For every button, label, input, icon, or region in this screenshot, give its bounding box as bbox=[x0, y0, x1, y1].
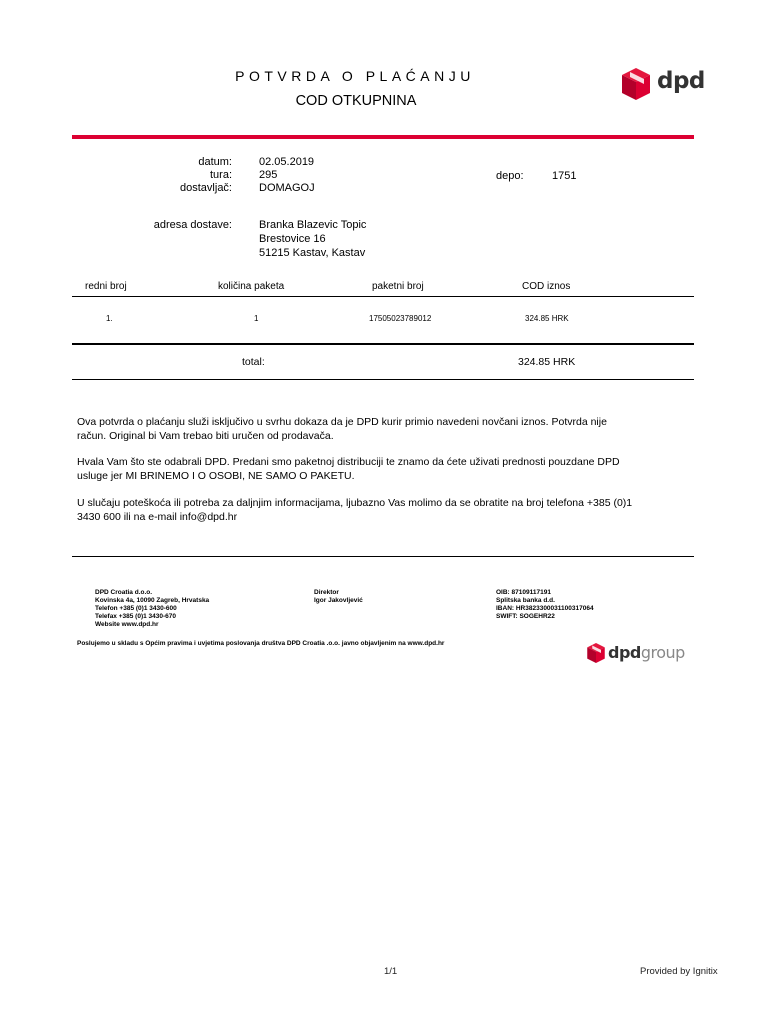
cell-paketni-broj: 17505023789012 bbox=[369, 314, 432, 323]
dpd-logo bbox=[620, 66, 705, 102]
cell-redni-broj: 1. bbox=[106, 314, 113, 323]
footer-director-line: Igor Jakovljević bbox=[314, 597, 363, 604]
dpd-cube-icon bbox=[586, 641, 606, 665]
total-value: 324.85 HRK bbox=[518, 356, 576, 368]
logo-dpd-part: dpd bbox=[608, 643, 641, 662]
page-title: POTVRDA O PLAĆANJU bbox=[235, 68, 475, 84]
dpdgroup-logo-text bbox=[608, 643, 685, 662]
dpdgroup-logo bbox=[586, 640, 686, 668]
adresa-line-3: 51215 Kastav, Kastav bbox=[259, 247, 366, 259]
column-header-cod-iznos: COD iznos bbox=[522, 281, 571, 292]
footer-company-line: Website www.dpd.hr bbox=[95, 621, 159, 628]
paragraph-thanks: Hvala Vam što ste odabrali DPD. Predani smo paketnoj distribuciji te znamo da ćete uživati prednosti pouzdane DPD usluge jer MI BRINEMO I O OSOBI, NE SAMO O PAKETU. bbox=[77, 456, 620, 482]
header-divider bbox=[72, 135, 694, 139]
footer-company-line: DPD Croatia d.o.o. bbox=[95, 589, 153, 596]
total-label: total: bbox=[242, 356, 265, 368]
footer-company-line: Telefax +385 (0)1 3430-670 bbox=[95, 613, 177, 620]
provided-by: Provided by Ignitix bbox=[640, 966, 718, 977]
column-header-paketni-broj: paketni broj bbox=[372, 281, 424, 292]
footer-bank-line: IBAN: HR3823300031100317064 bbox=[496, 605, 594, 612]
paragraph-contact: U slučaju poteškoća ili potreba za daljnjim informacijama, ljubazno Vas molimo da se obratite na broj telefona +385 (0)1 3430 600 ili na e-mail info@dpd.hr bbox=[77, 497, 633, 523]
dpd-cube-icon bbox=[620, 66, 652, 102]
footer-director bbox=[314, 589, 363, 605]
adresa-label: adresa dostave: bbox=[153, 219, 232, 231]
adresa-line-1: Branka Blazevic Topic bbox=[259, 219, 367, 231]
total-top-rule bbox=[72, 343, 694, 345]
adresa-line-2: Brestovice 16 bbox=[259, 233, 326, 245]
page-number: 1/1 bbox=[384, 966, 398, 977]
paragraph-disclaimer: Ova potvrda o plaćanju služi isključivo u svrhu dokaza da je DPD kurir primio navedeni novčani iznos. Potvrda nije račun. Original bi Vam trebao biti uručen od prodavača. bbox=[77, 416, 607, 442]
dpd-logo-text: dpd bbox=[657, 68, 705, 94]
page-subtitle: COD OTKUPNINA bbox=[295, 93, 417, 109]
footer-director-line: Direktor bbox=[314, 589, 339, 596]
tura-value: 295 bbox=[259, 169, 278, 181]
depo-value: 1751 bbox=[552, 170, 577, 182]
table-header-rule bbox=[72, 296, 694, 297]
footer-company-line: Telefon +385 (0)1 3430-600 bbox=[95, 605, 177, 612]
cell-cod-iznos: 324.85 HRK bbox=[525, 314, 569, 323]
total-bottom-rule bbox=[72, 379, 694, 380]
footer-bank bbox=[496, 589, 594, 621]
datum-value: 02.05.2019 bbox=[259, 156, 315, 168]
cell-kolicina: 1 bbox=[254, 314, 259, 323]
footer-company bbox=[95, 589, 209, 629]
dostavljac-label: dostavljač: bbox=[180, 182, 232, 194]
depo-label: depo: bbox=[496, 170, 524, 182]
footer-company-line: Kovinska 4a, 10090 Zagreb, Hrvatska bbox=[95, 597, 210, 604]
column-header-kolicina: količina paketa bbox=[218, 281, 285, 292]
footer-rule bbox=[72, 556, 694, 557]
footer-legal-note: Poslujemo u skladu s Općim pravima i uvjetima poslovanja društva DPD Croatia .o.o. javno objavljenim na www.dpd.hr bbox=[77, 640, 445, 647]
logo-group-part: group bbox=[640, 643, 685, 662]
datum-label: datum: bbox=[198, 156, 232, 168]
footer-bank-line: Splitska banka d.d. bbox=[496, 597, 555, 604]
dostavljac-value: DOMAGOJ bbox=[259, 182, 315, 194]
footer-bank-line: SWIFT: SOGEHR22 bbox=[496, 613, 555, 620]
column-header-redni-broj: redni broj bbox=[85, 281, 127, 292]
footer-bank-line: OIB: 87109117191 bbox=[496, 589, 551, 596]
tura-label: tura: bbox=[209, 169, 232, 181]
